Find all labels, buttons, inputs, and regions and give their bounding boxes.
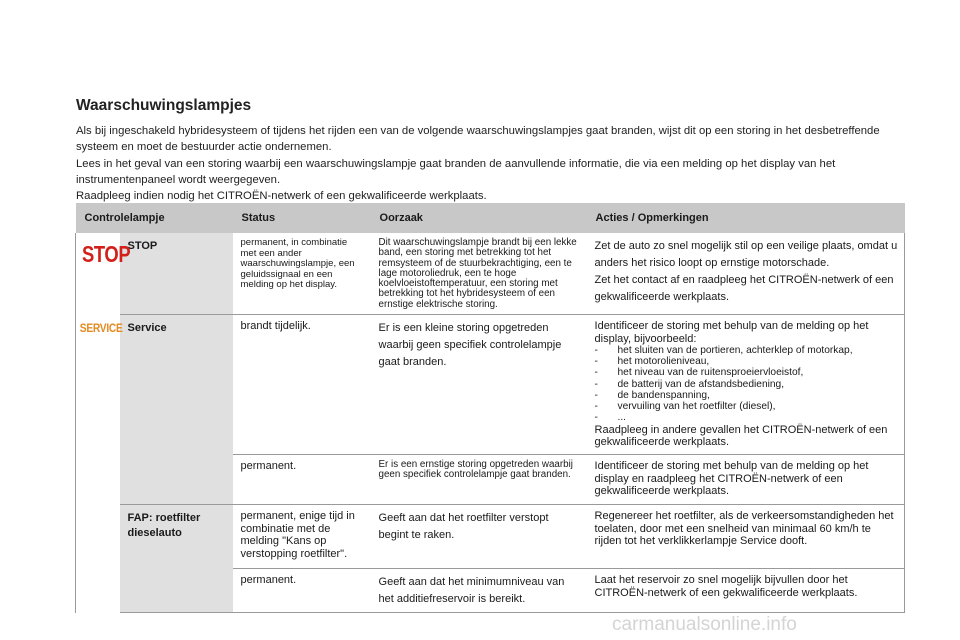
list-item: - de batterij van de afstandsbediening, bbox=[595, 379, 899, 390]
column-header-cause: Oorzaak bbox=[371, 203, 587, 233]
list-item: - het niveau van de ruitensproeiervloeistof, bbox=[595, 367, 899, 378]
watermark: carmanualsonline.info bbox=[612, 614, 797, 635]
service-warning-icon: SERVICE bbox=[79, 320, 123, 335]
table-row bbox=[76, 505, 905, 569]
cause-cell: Er is een ernstige storing opgetreden waarbij geen specifiek controlelampje gaat branden. bbox=[371, 455, 587, 505]
status-cell: permanent, enige tijd in combinatie met de melding "Kans op verstopping roetfilter". bbox=[233, 505, 371, 569]
action-text: Raadpleeg in andere gevallen het CITROËN-netwerk of een gekwalificeerde werkplaats. bbox=[594, 423, 888, 448]
list-item: - ... bbox=[595, 412, 899, 423]
table-row bbox=[76, 233, 905, 315]
action-text: Zet de auto zo snel mogelijk stil op een veilige plaats, omdat u anders het risico loopt op ernstige motorschade. bbox=[594, 240, 898, 269]
status-cell: permanent, in combinatie met een ander waarschuwingslampje, een geluidssignaal en een melding op het display. bbox=[233, 233, 371, 315]
stop-warning-icon: STOP bbox=[82, 241, 131, 267]
list-item: - het motorolieniveau, bbox=[595, 356, 899, 367]
page-title: Waarschuwingslampjes bbox=[76, 97, 252, 114]
action-cell: Regenereer het roetfilter, als de verkeersomstandigheden het toelaten, door met een snelheid van minimaal 60 km/h te rijden tot het verklikkerlampje Service dooft. bbox=[587, 505, 905, 569]
action-cell bbox=[587, 315, 905, 455]
action-list bbox=[595, 345, 899, 423]
cause-cell: Geeft aan dat het minimumniveau van het additiefreservoir is bereikt. bbox=[371, 569, 587, 613]
cause-cell: Geeft aan dat het roetfilter verstopt begint te raken. bbox=[371, 505, 587, 569]
table-header-row bbox=[76, 203, 905, 233]
warning-lamps-table bbox=[75, 203, 905, 613]
lamp-name: Service bbox=[120, 315, 233, 505]
action-cell: Identificeer de storing met behulp van de melding op het display en raadpleeg het CITROËN-netwerk of een gekwalificeerde werkplaats. bbox=[587, 455, 905, 505]
action-cell bbox=[587, 233, 905, 315]
service-lamp-cell bbox=[76, 315, 123, 613]
cause-cell: Er is een kleine storing opgetreden waarbij geen specifiek controlelampje gaat branden. bbox=[371, 315, 587, 455]
action-cell: Laat het reservoir zo snel mogelijk bijvullen door het CITROËN-netwerk of een gekwalificeerde werkplaats. bbox=[587, 569, 905, 613]
intro-paragraph: Raadpleeg indien nodig het CITROËN-netwerk of een gekwalificeerde werkplaats. bbox=[76, 190, 487, 203]
table-row bbox=[76, 315, 905, 455]
status-cell: brandt tijdelijk. bbox=[233, 315, 371, 455]
lamp-name: STOP bbox=[120, 233, 233, 315]
intro-paragraph: Als bij ingeschakeld hybridesysteem of tijdens het rijden een van de volgende waarschuwingslampjes gaat branden, wijst dit op een storing in het desbetreffende systeem en moet de bestuurder actie ondernemen. bbox=[76, 125, 880, 154]
status-cell: permanent. bbox=[233, 455, 371, 505]
list-item: - het sluiten van de portieren, achterklep of motorkap, bbox=[595, 345, 899, 356]
action-text: Zet het contact af en raadpleeg het CITROËN-netwerk of een gekwalificeerde werkplaats. bbox=[594, 274, 894, 303]
action-text: Identificeer de storing met behulp van de melding op het display, bijvoorbeeld: bbox=[594, 320, 869, 345]
intro-paragraph: Lees in het geval van een storing waarbij een waarschuwingslampje gaat branden de aanvullende informatie, die via een melding op het display van het instrumentenpaneel wordt weergegeven. bbox=[76, 157, 836, 186]
list-item: - vervuiling van het roetfilter (diesel), bbox=[595, 401, 899, 412]
stop-lamp-cell bbox=[76, 233, 131, 315]
cause-cell: Dit waarschuwingslampje brandt bij een lekke band, een storing met betrekking tot het remsysteem of de stuurbekrachtiging, een te lage motoroliedruk, een te hoge koelvloeistoftemperatuur, een storing met betrekking tot het hybridesysteem of een ernstige elektrische storing. bbox=[371, 233, 587, 315]
lamp-name: FAP: roetfilter dieselauto bbox=[120, 505, 233, 613]
column-header-status: Status bbox=[233, 203, 371, 233]
intro-text bbox=[76, 123, 906, 204]
status-cell: permanent. bbox=[233, 569, 371, 613]
list-item: - de bandenspanning, bbox=[595, 390, 899, 401]
column-header-lamp: Controlelampje bbox=[76, 203, 233, 233]
column-header-actions: Acties / Opmerkingen bbox=[587, 203, 905, 233]
